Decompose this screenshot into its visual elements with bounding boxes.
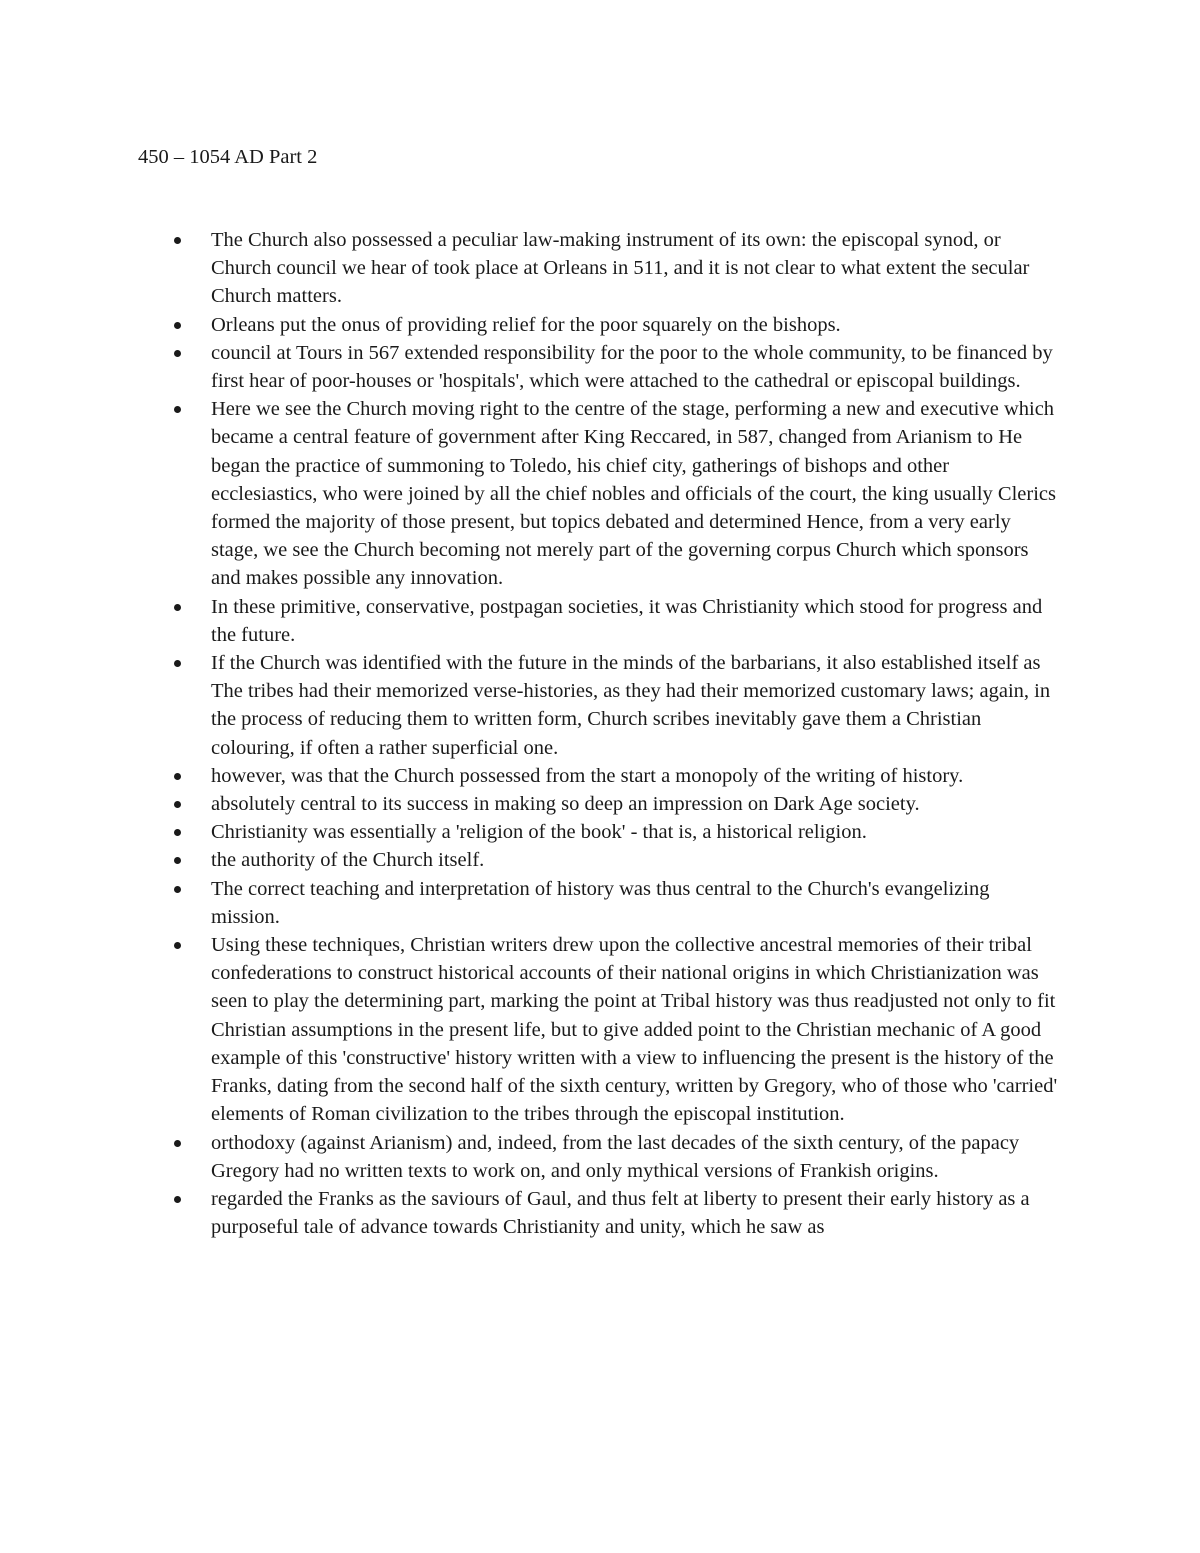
bullet-dot-icon bbox=[174, 660, 181, 667]
bullet-dot-icon bbox=[174, 773, 181, 780]
bullet-item bbox=[0, 875, 1200, 931]
bullet-text: The correct teaching and interpretation of history was thus central to the Church's evangelizing mission. bbox=[211, 877, 990, 928]
bullet-text: regarded the Franks as the saviours of Gaul, and thus felt at liberty to present their early history as a purposeful tale of advance towards Christianity and unity, which he saw as bbox=[211, 1187, 1030, 1239]
bullet-item bbox=[0, 931, 1200, 1128]
bullet-text: The Church also possessed a peculiar law-making instrument of its own: the episcopal synod, or Church council we hear of took place at Orleans in 511, and it is not clear to what extent the secular Church matters. bbox=[211, 229, 1030, 308]
bullet-item bbox=[0, 1129, 1200, 1185]
bullet-item bbox=[0, 395, 1200, 592]
bullet-text: council at Tours in 567 extended responsibility for the poor to the whole community, to be financed by first hear of poor-houses or 'hospitals', which were attached to the cathedral or episcopal buildings. bbox=[211, 341, 1053, 393]
bullet-item bbox=[0, 818, 1200, 846]
bullet-dot-icon bbox=[174, 886, 181, 893]
bullet-dot-icon bbox=[174, 406, 181, 413]
bullet-dot-icon bbox=[174, 604, 181, 611]
bullet-text: Christianity was essentially a 'religion of the book' - that is, a historical religion. bbox=[211, 821, 867, 844]
bullet-dot-icon bbox=[174, 857, 181, 864]
bullet-item bbox=[0, 762, 1200, 790]
bullet-item bbox=[0, 790, 1200, 818]
bullet-item bbox=[0, 846, 1200, 874]
bullet-item bbox=[0, 1185, 1200, 1241]
document-title: 450 – 1054 AD Part 2 bbox=[138, 146, 318, 168]
bullet-item bbox=[0, 311, 1200, 339]
bullet-text: however, was that the Church possessed from the start a monopoly of the writing of history. bbox=[211, 764, 964, 787]
bullet-text: Here we see the Church moving right to the centre of the stage, performing a new and executive which became a central feature of government after King Reccared, in 587, changed from Arianism to He began the practice of summoning to Toledo, his chief city, gatherings of bishops and other ecclesiastics, who were joined by all the chief nobles and officials of the court, the king usually Clerics formed the majority of those present, but topics debated and determined Hence, from a very early stage, we see the Church becoming not merely part of the governing corpus Church which sponsors and makes possible any innovation. bbox=[211, 398, 1056, 590]
bullet-dot-icon bbox=[174, 942, 181, 949]
bullet-item bbox=[0, 226, 1200, 311]
bullet-dot-icon bbox=[174, 829, 181, 836]
bullet-text: the authority of the Church itself. bbox=[211, 849, 485, 872]
bullet-text: If the Church was identified with the future in the minds of the barbarians, it also established itself as The tribes had their memorized verse-histories, as they had their memorized customary laws; again, in the process of reducing them to written form, Church scribes inevitably gave them a Christian colouring, if often a rather superficial one. bbox=[211, 652, 1051, 759]
bullet-text: absolutely central to its success in making so deep an impression on Dark Age society. bbox=[211, 793, 920, 816]
bullet-item bbox=[0, 339, 1200, 395]
bullet-dot-icon bbox=[174, 350, 181, 357]
bullet-dot-icon bbox=[174, 322, 181, 329]
bullet-text: In these primitive, conservative, postpagan societies, it was Christianity which stood for progress and the future. bbox=[211, 595, 1043, 646]
bullet-list bbox=[0, 226, 1200, 1241]
bullet-dot-icon bbox=[174, 1140, 181, 1147]
bullet-dot-icon bbox=[174, 237, 181, 244]
bullet-dot-icon bbox=[174, 801, 181, 808]
bullet-text: Orleans put the onus of providing relief for the poor squarely on the bishops. bbox=[211, 313, 841, 336]
bullet-item bbox=[0, 649, 1200, 762]
bullet-dot-icon bbox=[174, 1196, 181, 1203]
bullet-text: Using these techniques, Christian writers drew upon the collective ancestral memories of their tribal confederations to construct historical accounts of their national origins in which Christianization was seen to play the determining part, marking the point at Tribal history was thus readjusted not only to fit Christian assumptions in the present life, but to give added point to the Christian mechanic of A good example of this 'constructive' history written with a view to influencing the present is the history of the Franks, dating from the second half of the sixth century, written by Gregory, who of those who 'carried' elements of Roman civilization to the tribes through the episcopal institution. bbox=[211, 934, 1058, 1126]
bullet-text: orthodoxy (against Arianism) and, indeed, from the last decades of the sixth century, of the papacy Gregory had no written texts to work on, and only mythical versions of Frankish origins. bbox=[211, 1131, 1020, 1182]
bullet-item bbox=[0, 593, 1200, 649]
